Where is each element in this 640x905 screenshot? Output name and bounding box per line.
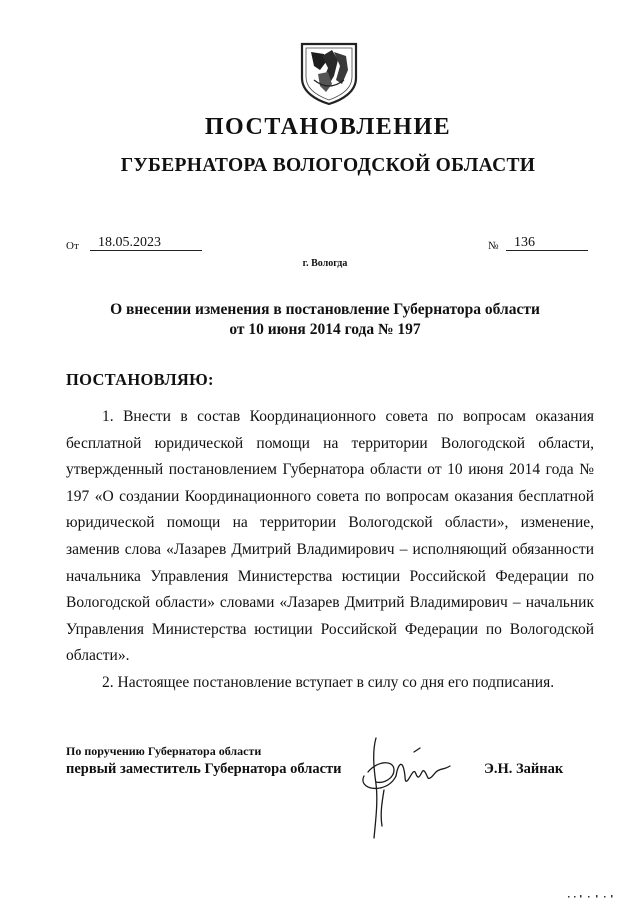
signatory-authority: По поручению Губернатора области	[66, 744, 262, 758]
signatory-position: первый заместитель Губернатора области	[66, 761, 342, 777]
document-date: 18.05.2023	[90, 235, 202, 251]
date-label: От	[66, 240, 79, 252]
decree-heading: ПОСТАНОВЛЯЮ:	[66, 370, 214, 389]
paragraph: 1. Внести в состав Координационного совета по вопросам оказания бесплатной юридической помощи на территории Вологодской области, утвержденный постановлением Губернатора области от 10 июня 2014 года № 197 «О создании Координационного совета по вопросам оказания бесплатной юридической помощи на территории Вологодской области», изменение, заменив слова «Лазарев Дмитрий Владимирович – исполняющий обязанности начальника Управления Министерства юстиции Российской Федерации по Вологодской области» словами «Лазарев Дмитрий Владимирович – начальник Управления Министерства юстиции Российской Федерации по Вологодской области».	[66, 408, 594, 665]
coat-of-arms-icon	[298, 40, 360, 106]
document-number: 136	[506, 235, 588, 251]
document-city: г. Вологда	[302, 258, 348, 269]
document-body	[66, 404, 594, 697]
document-title: ПОСТАНОВЛЕНИЕ	[204, 114, 452, 140]
subject-line: от 10 июня 2014 года № 197	[229, 321, 421, 338]
handwritten-signature-icon	[354, 730, 470, 842]
signatory-name: Э.Н. Зайнак	[484, 761, 564, 777]
scan-marks-icon	[566, 893, 616, 901]
document-subject	[0, 300, 640, 340]
paragraph: 2. Настоящее постановление вступает в силу со дня его подписания.	[102, 673, 555, 691]
number-label: №	[488, 240, 499, 252]
document-issuer: ГУБЕРНАТОРА ВОЛОГОДСКОЙ ОБЛАСТИ	[120, 155, 536, 176]
subject-line: О внесении изменения в постановление Губернатора области	[110, 301, 540, 318]
